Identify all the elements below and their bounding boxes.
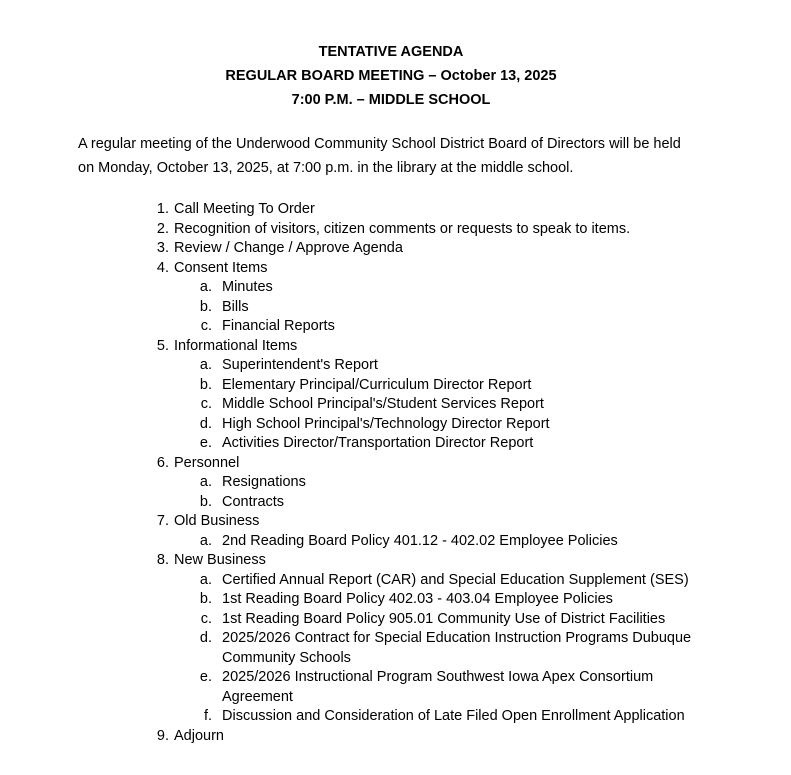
agenda-item-number: 8. xyxy=(156,552,169,568)
agenda-subitem xyxy=(0,629,702,668)
agenda-subitem-label: 2nd Reading Board Policy 401.12 - 402.02 Employee Policies xyxy=(222,532,618,549)
agenda-subitem-letter: e. xyxy=(199,435,212,451)
agenda-item xyxy=(0,239,791,259)
agenda-subitem xyxy=(0,376,702,396)
agenda-item xyxy=(0,337,791,357)
agenda-subitem xyxy=(0,610,702,630)
agenda-subitem-label: Bills xyxy=(222,298,249,315)
agenda-subitem-letter: a. xyxy=(199,357,212,373)
agenda-subitem-letter: b. xyxy=(199,493,212,510)
agenda-subitem-letter: f. xyxy=(203,708,212,724)
agenda-item xyxy=(0,512,791,532)
agenda-subitem xyxy=(0,532,702,552)
agenda-subitem-label: Elementary Principal/Curriculum Director Report xyxy=(222,376,532,393)
agenda-subitem xyxy=(0,356,702,376)
agenda-item-number: 6. xyxy=(156,454,169,471)
agenda-subitem-letter: c. xyxy=(200,610,212,627)
agenda-subitem xyxy=(0,590,702,610)
agenda-item xyxy=(0,200,791,220)
agenda-subitem-label: Minutes xyxy=(222,279,273,295)
agenda-item-number: 4. xyxy=(156,259,169,276)
agenda-subitem-letter: c. xyxy=(200,396,212,412)
agenda-subitem-label: 1st Reading Board Policy 402.03 - 403.04 Employee Policies xyxy=(222,591,613,607)
agenda-item-label: Adjourn xyxy=(174,727,224,744)
agenda-item-label: Call Meeting To Order xyxy=(174,201,315,217)
agenda-item-label: Recognition of visitors, citizen comments or requests to speak to items. xyxy=(174,220,631,237)
agenda-subitem-letter: a. xyxy=(199,474,212,490)
agenda-item-label: Consent Items xyxy=(174,259,268,276)
intro-line-1: A regular meeting of the Underwood Community School District Board of Directors will be held xyxy=(78,136,681,152)
agenda-subitem-label: 1st Reading Board Policy 905.01 Community Use of District Facilities xyxy=(222,610,666,627)
agenda-subitem-label: Superintendent's Report xyxy=(222,357,378,373)
agenda-list xyxy=(0,200,791,746)
agenda-subitem xyxy=(0,668,702,707)
agenda-item xyxy=(0,551,791,571)
agenda-subitem-label: Discussion and Consideration of Late Filed Open Enrollment Application xyxy=(222,708,685,724)
agenda-item-label: New Business xyxy=(174,552,266,568)
agenda-subitem xyxy=(0,707,702,727)
agenda-subitem-letter: b. xyxy=(199,591,212,607)
agenda-item-number: 9. xyxy=(156,727,169,744)
agenda-item-number: 5. xyxy=(156,337,169,354)
agenda-subitem-label: Certified Annual Report (CAR) and Special Education Supplement (SES) xyxy=(222,571,689,588)
agenda-subitem-label: 2025/2026 Instructional Program Southwest Iowa Apex Consortium Agreement xyxy=(222,669,654,705)
agenda-subitem-letter: d. xyxy=(199,415,212,432)
header-meeting-date: REGULAR BOARD MEETING – October 13, 2025 xyxy=(225,68,557,84)
agenda-subitem-label: Financial Reports xyxy=(222,318,335,334)
agenda-item xyxy=(0,259,791,279)
agenda-subitem-letter: b. xyxy=(199,376,212,393)
agenda-item-number: 7. xyxy=(156,513,169,529)
agenda-subitem xyxy=(0,434,702,454)
intro-paragraph xyxy=(78,132,728,180)
agenda-subitem-label: Activities Director/Transportation Director Report xyxy=(222,435,534,451)
intro-line-2: on Monday, October 13, 2025, at 7:00 p.m. in the library at the middle school. xyxy=(78,160,574,176)
agenda-subitem xyxy=(0,298,702,318)
header-title: TENTATIVE AGENDA xyxy=(318,44,464,60)
agenda-item-label: Personnel xyxy=(174,454,240,471)
agenda-subitem-label: Contracts xyxy=(222,493,285,510)
agenda-item-number: 3. xyxy=(156,240,169,256)
agenda-subitem-letter: c. xyxy=(200,318,212,334)
agenda-item xyxy=(0,454,791,474)
agenda-subitem-letter: a. xyxy=(199,532,212,549)
agenda-item-label: Old Business xyxy=(174,513,260,529)
agenda-subitem xyxy=(0,317,702,337)
header-time-location: 7:00 P.M. – MIDDLE SCHOOL xyxy=(291,92,491,108)
agenda-item-number: 1. xyxy=(156,201,169,217)
agenda-subitem-letter: e. xyxy=(199,669,212,685)
agenda-item xyxy=(0,727,791,747)
agenda-header xyxy=(0,40,782,112)
agenda-item-number: 2. xyxy=(156,220,169,237)
agenda-subitem xyxy=(0,473,702,493)
agenda-subitem xyxy=(0,278,702,298)
agenda-subitem-label: High School Principal's/Technology Director Report xyxy=(222,415,550,432)
agenda-item-label: Review / Change / Approve Agenda xyxy=(174,240,403,256)
agenda-subitem-label: Resignations xyxy=(222,474,306,490)
agenda-subitem-letter: d. xyxy=(199,630,212,646)
agenda-subitem-letter: b. xyxy=(199,298,212,315)
agenda-subitem xyxy=(0,493,702,513)
agenda-subitem xyxy=(0,415,702,435)
agenda-subitem xyxy=(0,395,702,415)
agenda-item xyxy=(0,220,791,240)
agenda-subitem xyxy=(0,571,702,591)
agenda-subitem-label: Middle School Principal's/Student Services Report xyxy=(222,396,544,412)
agenda-subitem-letter: a. xyxy=(199,571,212,588)
agenda-subitem-letter: a. xyxy=(199,279,212,295)
agenda-subitem-label: 2025/2026 Contract for Special Education Instruction Programs Dubuque Community Schools xyxy=(222,630,692,666)
agenda-item-label: Informational Items xyxy=(174,337,298,354)
